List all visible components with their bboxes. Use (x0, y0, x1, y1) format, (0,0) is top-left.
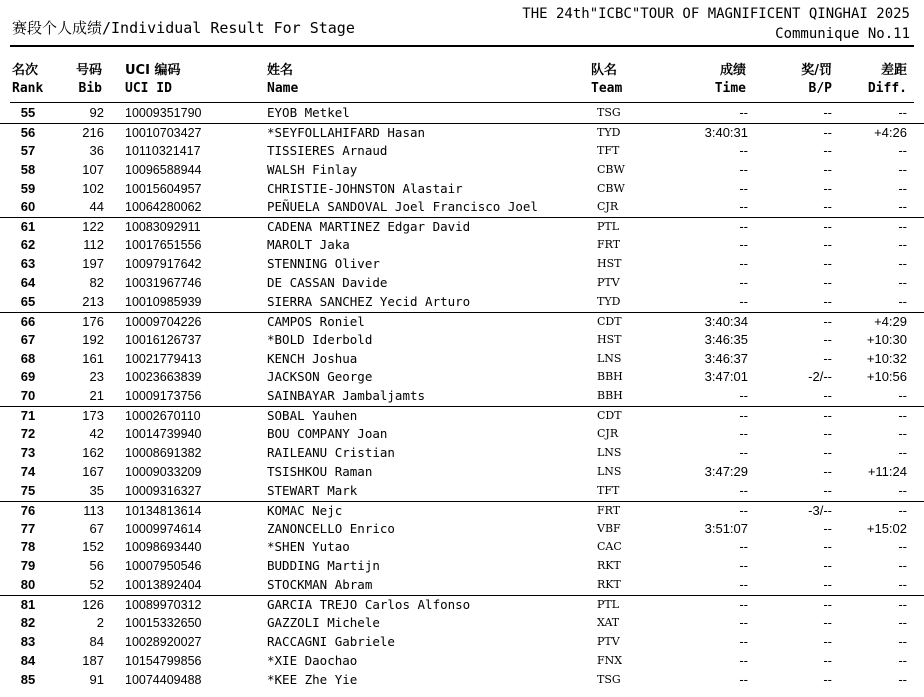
bib-cell: 176 (82, 313, 104, 329)
bib-cell: 167 (82, 463, 104, 479)
bib-cell: 192 (82, 331, 104, 347)
table-row (0, 142, 924, 161)
bib-cell: 82 (89, 275, 104, 291)
diff-cell: -- (898, 219, 907, 235)
rank-cell: 60 (20, 199, 36, 215)
bib-cell: 216 (82, 124, 104, 140)
bib-cell: 42 (89, 426, 104, 442)
team-code-cell: TFT (597, 143, 620, 157)
time-cell: -- (739, 502, 748, 518)
bonus-penalty-cell: -- (823, 142, 832, 158)
bib-cell: 187 (82, 652, 104, 668)
rider-name-cell: CADENA MARTINEZ Edgar David (267, 219, 471, 235)
table-row (0, 236, 924, 255)
time-cell: 3:40:34 (704, 313, 748, 329)
uci-id-cell: 10097917642 (125, 257, 202, 272)
bib-cell: 213 (82, 293, 104, 309)
diff-cell: +10:30 (866, 331, 907, 347)
rank-cell: 59 (20, 180, 36, 196)
team-code-cell: TSG (597, 672, 621, 686)
rank-cell: 73 (20, 445, 36, 461)
rider-name-cell: GARCIA TREJO Carlos Alfonso (267, 597, 471, 613)
table-row (0, 293, 924, 312)
column-header-name: 姓名 Name (267, 63, 299, 96)
diff-cell: +4:29 (874, 313, 907, 329)
team-code-cell: HST (597, 257, 622, 271)
rank-cell: 66 (20, 313, 36, 329)
team-code-cell: FNX (597, 653, 623, 667)
team-code-cell: HST (597, 332, 622, 346)
time-cell: -- (739, 237, 748, 253)
bib-cell: 173 (82, 408, 104, 424)
bonus-penalty-cell: -- (823, 350, 832, 366)
rider-name-cell: GAZZOLI Michele (267, 615, 380, 631)
rank-cell: 65 (20, 293, 36, 309)
time-cell: -- (739, 482, 748, 498)
team-code-cell: CJR (597, 200, 619, 214)
uci-id-cell: 10064280062 (125, 200, 202, 215)
rank-cell: 76 (20, 502, 36, 518)
column-header-diff: 差距 Diff. (867, 63, 907, 96)
bonus-penalty-cell: -- (823, 652, 832, 668)
rank-cell: 55 (20, 105, 36, 120)
uci-id-cell: 10008691382 (125, 446, 202, 461)
uci-id-cell: 10014739940 (125, 427, 202, 442)
rider-name-cell: *BOLD Iderbold (267, 331, 373, 347)
bonus-penalty-cell: -- (823, 671, 832, 687)
uci-id-cell: 10096588944 (125, 162, 202, 177)
time-cell: -- (739, 408, 748, 424)
rider-name-cell: STENNING Oliver (267, 256, 380, 272)
team-code-cell: CAC (597, 540, 622, 554)
team-code-cell: XAT (597, 616, 620, 630)
uci-id-cell: 10015332650 (125, 616, 202, 631)
table-row (0, 576, 924, 595)
bib-cell: 113 (83, 502, 104, 518)
time-cell: -- (739, 633, 748, 649)
team-code-cell: TSG (597, 106, 621, 119)
rank-cell: 81 (20, 597, 36, 613)
table-row (0, 520, 924, 539)
bonus-penalty-cell: -- (823, 463, 832, 479)
rank-cell: 75 (20, 482, 36, 498)
bonus-penalty-cell: -- (823, 408, 832, 424)
uci-id-cell: 10010985939 (125, 294, 202, 309)
bib-cell: 21 (89, 388, 104, 404)
rider-name-cell: CAMPOS Roniel (267, 313, 365, 329)
diff-cell: -- (898, 256, 907, 272)
bonus-penalty-cell: -- (823, 161, 832, 177)
rider-name-cell: SIERRA SANCHEZ Yecid Arturo (267, 293, 471, 309)
diff-cell: -- (898, 237, 907, 253)
column-header-rank: 名次 Rank (12, 63, 44, 96)
time-cell: -- (739, 161, 748, 177)
rank-cell: 74 (20, 463, 36, 479)
bonus-penalty-cell: -- (823, 256, 832, 272)
rider-name-cell: *SEYFOLLAHIFARD Hasan (267, 124, 426, 140)
rank-cell: 79 (20, 558, 36, 574)
time-cell: -- (739, 275, 748, 291)
time-cell: -- (739, 577, 748, 593)
time-cell: -- (739, 597, 748, 613)
bonus-penalty-cell: -- (823, 275, 832, 291)
bonus-penalty-cell: -- (823, 237, 832, 253)
team-code-cell: PTV (597, 276, 620, 290)
table-row (0, 274, 924, 293)
bonus-penalty-cell: -- (823, 520, 832, 536)
bonus-penalty-cell: -- (823, 105, 832, 120)
bonus-penalty-cell: -- (823, 331, 832, 347)
uci-id-cell: 10134813614 (125, 503, 202, 518)
bib-cell: 161 (82, 350, 104, 366)
diff-cell: -- (898, 482, 907, 498)
bonus-penalty-cell: -- (823, 199, 832, 215)
table-row (0, 557, 924, 576)
table-row (0, 255, 924, 274)
time-cell: -- (739, 388, 748, 404)
rider-name-cell: RAILEANU Cristian (267, 445, 395, 461)
rank-cell: 63 (20, 256, 36, 272)
rider-name-cell: BOU COMPANY Joan (267, 426, 388, 442)
bib-cell: 36 (89, 142, 104, 158)
team-code-cell: CBW (597, 162, 625, 176)
table-row (0, 123, 924, 142)
time-cell: -- (739, 293, 748, 309)
uci-id-cell: 10009316327 (125, 483, 202, 498)
bonus-penalty-cell: -- (823, 445, 832, 461)
time-cell: 3:47:01 (704, 369, 748, 385)
rider-name-cell: SOBAL Yauhen (267, 408, 358, 424)
uci-id-cell: 10028920027 (125, 634, 202, 649)
diff-cell: -- (898, 577, 907, 593)
diff-cell: -- (898, 161, 907, 177)
page-title: 赛段个人成绩/Individual Result For Stage (12, 19, 355, 37)
rank-cell: 57 (20, 142, 36, 158)
rider-name-cell: *XIE Daochao (267, 652, 358, 668)
bib-cell: 56 (89, 558, 104, 574)
table-row (0, 671, 924, 690)
event-header (522, 4, 910, 44)
table-row (0, 312, 924, 331)
team-code-cell: FRT (597, 238, 621, 252)
rider-name-cell: KENCH Joshua (267, 350, 358, 366)
time-cell: 3:46:35 (704, 331, 748, 347)
diff-cell: -- (898, 633, 907, 649)
results-table (0, 104, 924, 690)
uci-id-cell: 10015604957 (125, 181, 202, 196)
bonus-penalty-cell: -- (823, 426, 832, 442)
diff-cell: -- (898, 615, 907, 631)
time-cell: -- (739, 105, 748, 120)
rank-cell: 84 (20, 652, 36, 668)
bonus-penalty-cell: -- (823, 577, 832, 593)
column-header-bonus-penalty: 奖/罚 B/P (801, 63, 832, 96)
table-row (0, 614, 924, 633)
rank-cell: 69 (20, 369, 36, 385)
team-code-cell: BBH (597, 370, 623, 384)
bonus-penalty-cell: -- (823, 219, 832, 235)
column-header-time: 成绩 Time (714, 63, 746, 96)
team-code-cell: RKT (597, 559, 621, 573)
communique-number: Communique No.11 (775, 26, 910, 42)
rank-cell: 70 (20, 388, 36, 404)
diff-cell: -- (898, 199, 907, 215)
table-row (0, 368, 924, 387)
diff-cell: -- (898, 539, 907, 555)
rank-cell: 80 (20, 577, 36, 593)
table-row (0, 406, 924, 425)
team-code-cell: PTL (597, 220, 620, 234)
table-row (0, 463, 924, 482)
rider-name-cell: PEÑUELA SANDOVAL Joel Francisco Joel (267, 199, 538, 215)
team-code-cell: LNS (597, 351, 622, 365)
bonus-penalty-cell: -- (823, 313, 832, 329)
rank-cell: 58 (20, 161, 36, 177)
bonus-penalty-cell: -- (823, 633, 832, 649)
rider-name-cell: MAROLT Jaka (267, 237, 350, 253)
rank-cell: 71 (20, 408, 36, 424)
table-row (0, 350, 924, 369)
uci-id-cell: 10083092911 (125, 220, 201, 235)
time-cell: -- (739, 142, 748, 158)
uci-id-cell: 10023663839 (125, 370, 202, 385)
diff-cell: +10:56 (866, 369, 907, 385)
bonus-penalty-cell: -- (823, 615, 832, 631)
table-row (0, 331, 924, 350)
uci-id-cell: 10010703427 (125, 125, 202, 140)
table-row (0, 652, 924, 671)
bonus-penalty-cell: -- (823, 124, 832, 140)
bonus-penalty-cell: -- (823, 597, 832, 613)
rider-name-cell: WALSH Finlay (267, 161, 358, 177)
rank-cell: 72 (20, 426, 36, 442)
rank-cell: 85 (20, 671, 36, 687)
team-code-cell: CJR (597, 427, 619, 441)
bonus-penalty-cell: -2/-- (808, 369, 832, 385)
uci-id-cell: 10013892404 (125, 578, 202, 593)
rank-cell: 82 (20, 615, 36, 631)
rank-cell: 83 (20, 633, 36, 649)
bib-cell: 35 (89, 482, 104, 498)
time-cell: -- (739, 199, 748, 215)
table-row (0, 595, 924, 614)
team-code-cell: TYD (597, 125, 621, 139)
table-row (0, 180, 924, 199)
column-header-divider (10, 102, 914, 103)
bib-cell: 152 (82, 539, 104, 555)
bib-cell: 162 (82, 445, 104, 461)
uci-id-cell: 10110321417 (125, 143, 201, 158)
uci-id-cell: 10098693440 (125, 540, 202, 555)
rank-cell: 67 (20, 331, 36, 347)
uci-id-cell: 10009704226 (125, 314, 202, 329)
team-code-cell: BBH (597, 389, 623, 403)
time-cell: 3:46:37 (704, 350, 748, 366)
rider-name-cell: RACCAGNI Gabriele (267, 633, 395, 649)
rank-cell: 77 (20, 520, 36, 536)
diff-cell: -- (898, 293, 907, 309)
rider-name-cell: STEWART Mark (267, 482, 358, 498)
column-header-bib: 号码 Bib (75, 63, 102, 96)
bib-cell: 107 (82, 161, 104, 177)
time-cell: -- (739, 445, 748, 461)
bonus-penalty-cell: -3/-- (808, 502, 832, 518)
rank-cell: 56 (20, 124, 36, 140)
table-row (0, 161, 924, 180)
diff-cell: -- (898, 671, 907, 687)
diff-cell: -- (898, 408, 907, 424)
bonus-penalty-cell: -- (823, 482, 832, 498)
diff-cell: +4:26 (874, 124, 907, 140)
header-divider (10, 45, 914, 47)
table-row (0, 387, 924, 406)
rank-cell: 68 (20, 350, 36, 366)
time-cell: 3:51:07 (704, 520, 748, 536)
diff-cell: -- (898, 275, 907, 291)
team-code-cell: TFT (597, 483, 620, 497)
rank-cell: 61 (20, 219, 36, 235)
diff-cell: -- (898, 597, 907, 613)
rider-name-cell: CHRISTIE-JOHNSTON Alastair (267, 180, 463, 196)
diff-cell: -- (898, 426, 907, 442)
uci-id-cell: 10007950546 (125, 559, 202, 574)
rank-cell: 78 (20, 539, 36, 555)
rider-name-cell: *SHEN Yutao (267, 539, 350, 555)
bib-cell: 67 (89, 520, 104, 536)
bonus-penalty-cell: -- (823, 558, 832, 574)
uci-id-cell: 10016126737 (125, 332, 202, 347)
table-row (0, 633, 924, 652)
diff-cell: -- (898, 180, 907, 196)
diff-cell: -- (898, 388, 907, 404)
table-row (0, 538, 924, 557)
bonus-penalty-cell: -- (823, 539, 832, 555)
time-cell: -- (739, 558, 748, 574)
diff-cell: -- (898, 445, 907, 461)
time-cell: -- (739, 219, 748, 235)
rider-name-cell: ZANONCELLO Enrico (267, 520, 395, 536)
bib-cell: 102 (82, 180, 104, 196)
rank-cell: 64 (20, 275, 36, 291)
bib-cell: 197 (82, 256, 104, 272)
team-code-cell: CBW (597, 181, 625, 195)
bib-cell: 44 (89, 199, 104, 215)
team-code-cell: CDT (597, 409, 622, 423)
diff-cell: +10:32 (866, 350, 907, 366)
team-code-cell: PTL (597, 598, 620, 612)
rider-name-cell: KOMAC Nejc (267, 502, 343, 518)
rider-name-cell: STOCKMAN Abram (267, 577, 373, 593)
time-cell: -- (739, 539, 748, 555)
rider-name-cell: SAINBAYAR Jambaljamts (267, 388, 426, 404)
diff-cell: -- (898, 142, 907, 158)
table-row (0, 425, 924, 444)
diff-cell: -- (898, 502, 907, 518)
uci-id-cell: 10017651556 (125, 238, 202, 253)
uci-id-cell: 10074409488 (125, 672, 202, 687)
table-row (0, 482, 924, 501)
bonus-penalty-cell: -- (823, 388, 832, 404)
team-code-cell: LNS (597, 446, 622, 460)
time-cell: -- (739, 652, 748, 668)
uci-id-cell: 10031967746 (125, 276, 202, 291)
table-row (0, 501, 924, 520)
bib-cell: 126 (82, 597, 104, 613)
rider-name-cell: TSISHKOU Raman (267, 463, 373, 479)
table-row (0, 104, 924, 123)
table-row (0, 217, 924, 236)
bib-cell: 92 (89, 105, 104, 120)
team-code-cell: CDT (597, 314, 622, 328)
rider-name-cell: EYOB Metkel (267, 105, 350, 120)
diff-cell: -- (898, 558, 907, 574)
bib-cell: 122 (82, 219, 104, 235)
uci-id-cell: 10154799856 (125, 653, 202, 668)
team-code-cell: RKT (597, 578, 621, 592)
time-cell: -- (739, 256, 748, 272)
uci-id-cell: 10009173756 (125, 389, 202, 404)
team-code-cell: TYD (597, 294, 621, 308)
bib-cell: 112 (83, 237, 104, 253)
time-cell: -- (739, 426, 748, 442)
bib-cell: 23 (89, 369, 104, 385)
uci-id-cell: 10009033209 (125, 464, 202, 479)
column-header-team: 队名 Team (591, 63, 623, 96)
diff-cell: -- (898, 105, 907, 120)
team-code-cell: FRT (597, 503, 621, 517)
rider-name-cell: JACKSON George (267, 369, 373, 385)
table-row (0, 444, 924, 463)
time-cell: 3:40:31 (704, 124, 748, 140)
bonus-penalty-cell: -- (823, 180, 832, 196)
rider-name-cell: TISSIERES Arnaud (267, 142, 388, 158)
bonus-penalty-cell: -- (823, 293, 832, 309)
time-cell: -- (739, 671, 748, 687)
team-code-cell: PTV (597, 634, 620, 648)
bib-cell: 84 (89, 633, 104, 649)
rider-name-cell: BUDDING Martijn (267, 558, 380, 574)
bib-cell: 2 (96, 615, 104, 631)
diff-cell: -- (898, 652, 907, 668)
rider-name-cell: DE CASSAN Davide (267, 275, 388, 291)
rank-cell: 62 (20, 237, 36, 253)
uci-id-cell: 10009974614 (125, 521, 202, 536)
uci-id-cell: 10089970312 (125, 598, 202, 613)
time-cell: -- (739, 615, 748, 631)
time-cell: -- (739, 180, 748, 196)
rider-name-cell: *KEE Zhe Yie (267, 671, 358, 687)
bib-cell: 52 (89, 577, 104, 593)
team-code-cell: LNS (597, 464, 622, 478)
column-header-uci-id: UCI 编码 UCI ID (125, 63, 181, 96)
uci-id-cell: 10002670110 (125, 409, 201, 424)
table-row (0, 198, 924, 217)
team-code-cell: VBF (597, 521, 621, 535)
event-title: THE 24th"ICBC"TOUR OF MAGNIFICENT QINGHAI 2025 (522, 6, 910, 22)
diff-cell: +11:24 (867, 463, 907, 479)
diff-cell: +15:02 (866, 520, 907, 536)
bib-cell: 91 (89, 671, 104, 687)
uci-id-cell: 10009351790 (125, 106, 202, 120)
time-cell: 3:47:29 (704, 463, 748, 479)
uci-id-cell: 10021779413 (125, 351, 202, 366)
